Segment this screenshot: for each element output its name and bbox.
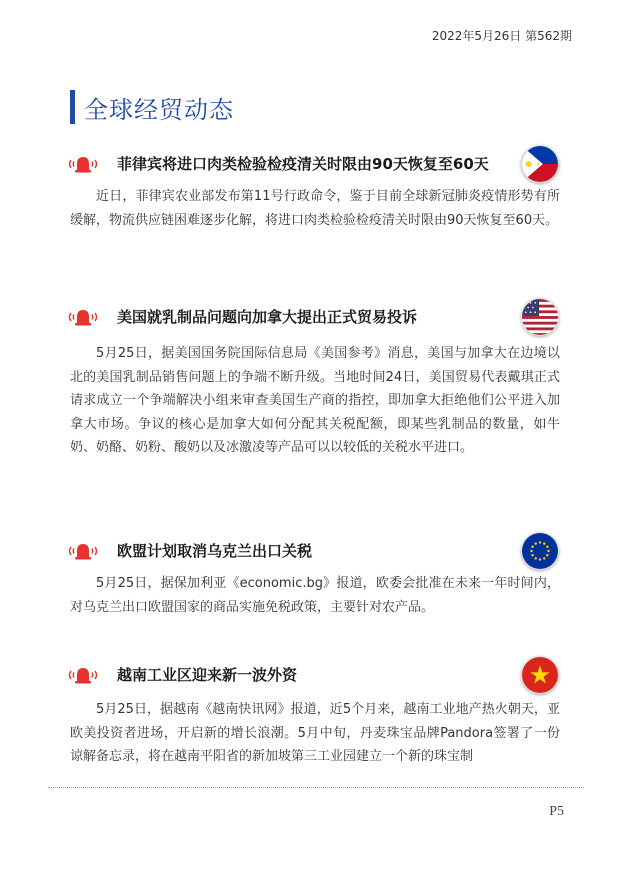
section-title: 全球经贸动态 — [84, 95, 234, 124]
alarm-bell-icon — [66, 542, 100, 560]
vietnam-flag-icon — [521, 656, 559, 694]
article-body: 5月25日，据美国国务院国际信息局《美国参考》消息，美国与加拿大在边境以北的美国乳制品销售问题上的争端不断升级。当地时间24日，美国贸易代表戴琪正式请求成立一个争端解决小组来审查美国生产商的指控，即加拿大拒绝他们公平进入加拿大市场。争议的核心是加拿大如何分配其关税配额，即某些乳制品的数量，如牛奶、奶酪、奶粉、酸奶以及冰激凌等产品可以以较低的关税水平进口。 — [70, 346, 560, 455]
article — [0, 654, 624, 764]
footer-divider — [48, 787, 584, 788]
page-number: P5 — [549, 804, 564, 819]
article-title: 欧盟计划取消乌克兰出口关税 — [117, 542, 313, 560]
article-title: 菲律宾将进口肉类检验检疫清关时限由90天恢复至60天 — [117, 155, 489, 173]
article-body: 5月25日，据保加利亚《economic.bg》报道，欧委会批准在未来一年时间内，对乌克兰出口欧盟国家的商品实施免税政策，主要针对农产品。 — [70, 576, 560, 615]
alarm-bell-icon — [66, 155, 100, 173]
philippines-flag-icon — [521, 145, 559, 183]
article-body: 近日，菲律宾农业部发布第11号行政命令，鉴于目前全球新冠肺炎疫情形势有所缓解，物流供应链困难逐步化解，将进口肉类检验检疫清关时限由90天恢复至60天。 — [70, 189, 560, 228]
usa-flag-icon — [521, 298, 559, 336]
issue-date: 2022年5月26日 第562期 — [431, 29, 572, 43]
article-header — [0, 654, 624, 694]
alarm-bell-icon — [66, 308, 100, 326]
article-header — [0, 143, 624, 183]
eu-flag-icon — [521, 532, 559, 570]
article — [0, 530, 624, 615]
article-header — [0, 296, 624, 336]
article-title: 越南工业区迎来新一波外资 — [117, 666, 298, 684]
section-accent-bar — [70, 90, 75, 124]
section-header — [70, 90, 234, 124]
article — [0, 143, 624, 228]
alarm-bell-icon — [66, 666, 100, 684]
article — [0, 296, 624, 455]
article-body: 5月25日，据越南《越南快讯网》报道，近5个月来，越南工业地产热火朝天，亚欧美投资者进场，开启新的增长浪潮。5月中旬，丹麦珠宝品牌Pandora签署了一份谅解备忘录，将在越南平阳省的新加坡第三工业园建立一个新的珠宝制 — [70, 702, 560, 764]
article-header — [0, 530, 624, 570]
article-title: 美国就乳制品问题向加拿大提出正式贸易投诉 — [117, 308, 418, 326]
